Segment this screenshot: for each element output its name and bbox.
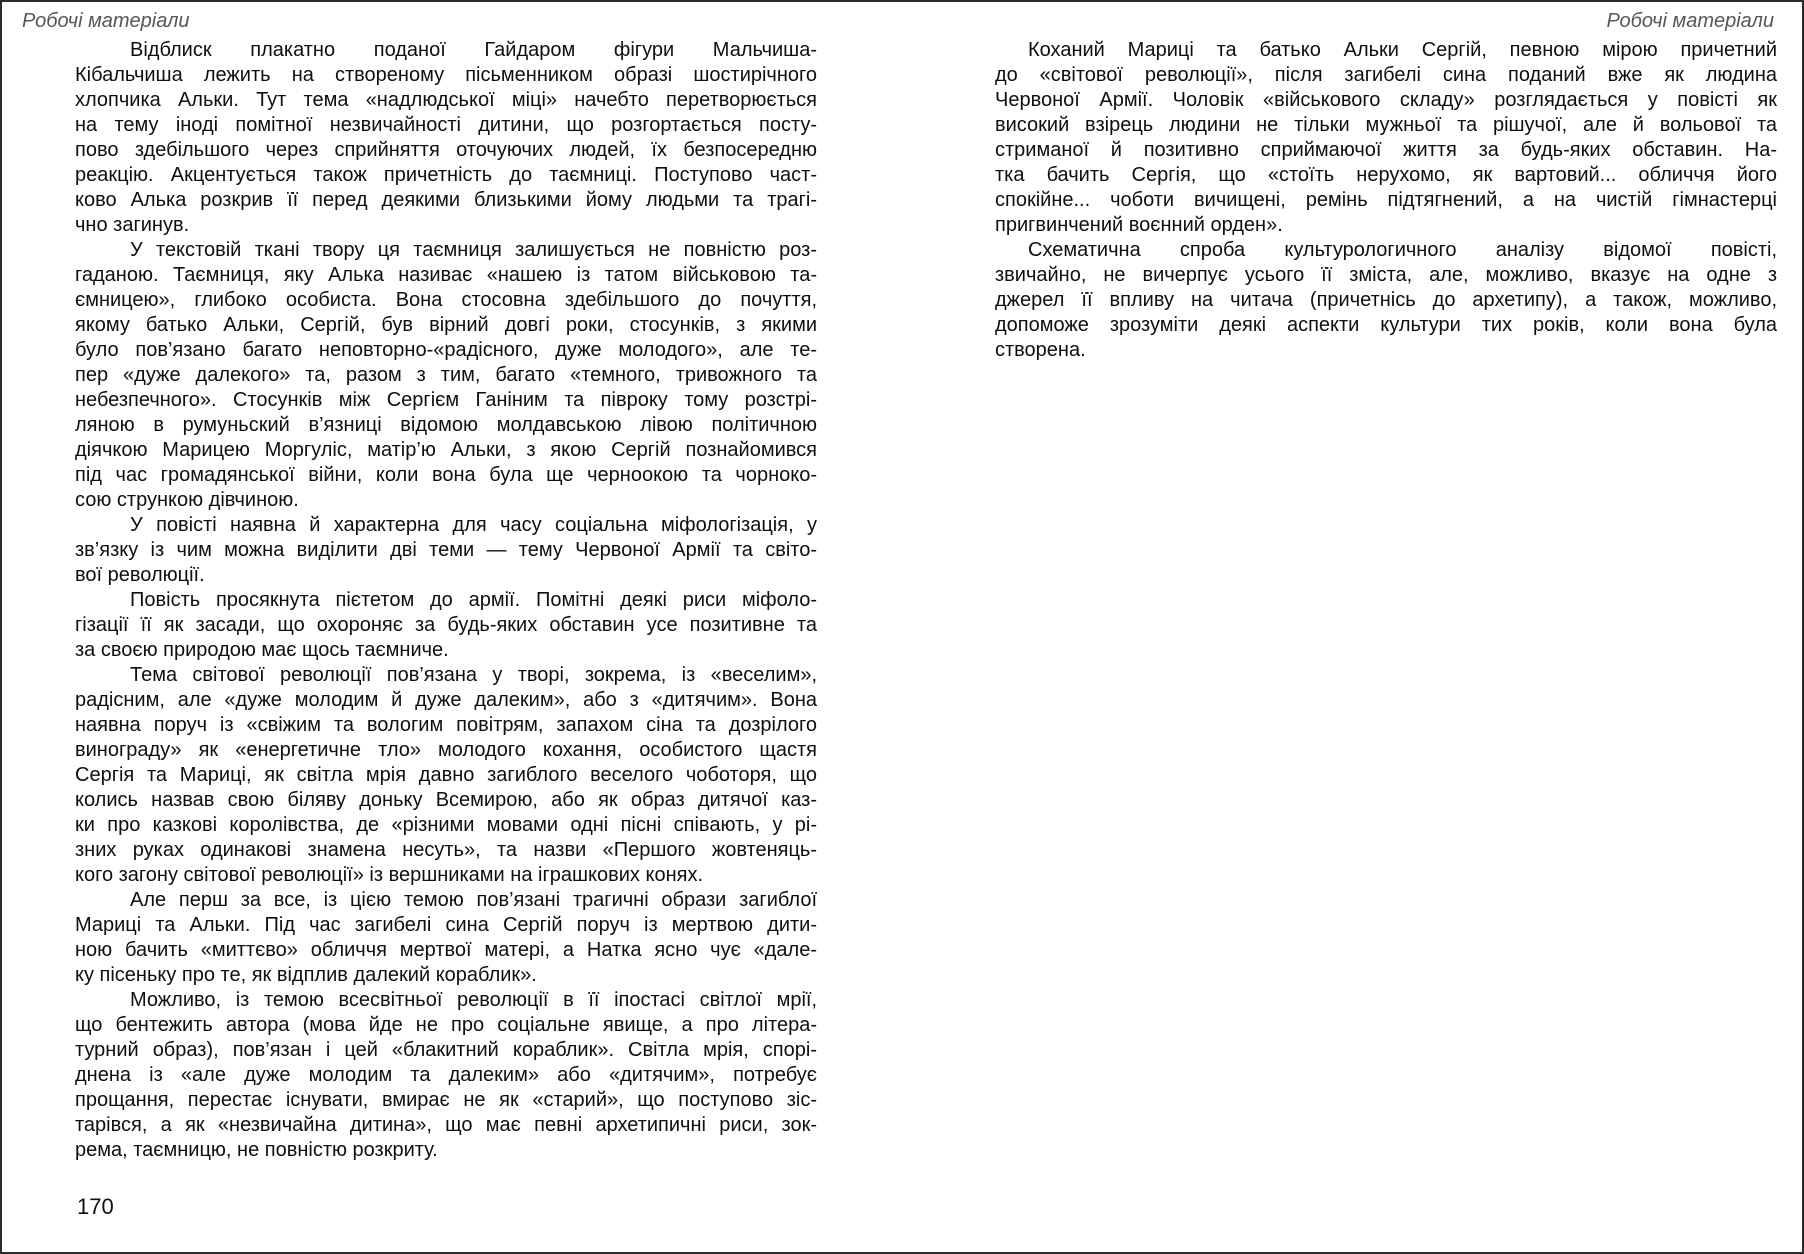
- text-line: Відблиск плакатно поданої Гайдаром фігури Мальчиша-: [130, 39, 817, 61]
- running-header-right: Робочі матеріали: [1606, 10, 1774, 32]
- text-line: Червоної Армії. Чоловік «військового складу» розглядається у повісті як: [995, 89, 1777, 111]
- text-line: Кібальчиша лежить на створеному пісьменником образі шостирічного: [75, 64, 817, 86]
- text-line: ємницею», глибоко особиста. Вона стосовна здебільшого до почуття,: [75, 289, 817, 311]
- text-line: рема, таємницю, не повністю розкриту.: [75, 1139, 438, 1161]
- paragraph: [75, 588, 817, 663]
- text-line: днена із «але дуже молодим та далеким» або «дитячим», потребує: [75, 1064, 817, 1086]
- text-line: стриманої й позитивно сприймаючої життя за будь-яких обставин. На-: [995, 139, 1777, 161]
- page-number: 170: [77, 1194, 114, 1219]
- running-header-left: Робочі матеріали: [22, 10, 190, 32]
- text-line: пово здебільшого через сприйняття оточуючих людей, їх безпосередню: [75, 139, 817, 161]
- text-line: Можливо, із темою всесвітньої революції в її іпостасі світлої мрії,: [130, 989, 817, 1011]
- text-line: зв’язку із чим можна виділити дві теми — тему Червоної Армії та світо-: [75, 539, 817, 561]
- text-line: тарівся, а як «незвичайна дитина», що має певні архетипичні риси, зок-: [75, 1114, 817, 1136]
- paragraph: [75, 38, 817, 238]
- text-line: було пов’язано багато неповторно-«радісного, дуже молодого», але те-: [75, 339, 817, 361]
- text-line: Тема світової революції пов’язана у творі, зокрема, із «веселим»,: [130, 664, 817, 686]
- text-line: гаданою. Таємниця, яку Алька називає «нашею із татом військовою та-: [75, 264, 817, 286]
- paragraph: [995, 238, 1777, 363]
- paragraph: [75, 238, 817, 513]
- paragraph: [75, 988, 817, 1163]
- text-line: сою стрункою дівчиною.: [75, 489, 299, 511]
- text-line: гізації її як засади, що охороняє за будь-яких обставин усе позитивне та: [75, 614, 817, 636]
- text-line: за своєю природою має щось таємниче.: [75, 639, 449, 661]
- text-line: чно загинув.: [75, 214, 190, 236]
- text-line: ною бачить «миттєво» обличчя мертвої матері, а Натка ясно чує «дале-: [75, 939, 817, 961]
- text-line: небезпечного». Стосунків між Сергієм Ганіним та півроку тому розстрі-: [75, 389, 817, 411]
- text-line: турний образ), пов’язан і цей «блакитний кораблик». Світла мрія, спорі-: [75, 1039, 817, 1061]
- text-line: на тему іноді помітної незвичайності дитини, що розгортається посту-: [75, 114, 817, 136]
- paragraph: [75, 888, 817, 988]
- text-line: Повість просякнута пієтетом до армії. Помітні деякі риси міфоло-: [130, 589, 817, 611]
- text-line: пригвинчений воєнний орден».: [995, 214, 1283, 236]
- text-line: У повісті наявна й характерна для часу соціальна міфологізація, у: [130, 514, 817, 536]
- right-page-text-column: [995, 38, 1777, 363]
- text-line: Коханий Мариці та батько Альки Сергій, певною мірою причетний: [1028, 39, 1777, 61]
- text-line: Мариці та Альки. Під час загибелі сина Сергій поруч із мертвою дити-: [75, 914, 817, 936]
- text-line: до «світової революції», після загибелі сина поданий вже як людина: [995, 64, 1777, 86]
- text-line: ки про казкові королівства, де «різними мовами одні пісні співають, у рі-: [75, 814, 817, 836]
- text-line: радісним, але «дуже молодим й дуже далеким», або з «дитячим». Вона: [75, 689, 817, 711]
- text-line: У текстовій ткані твору ця таємниця залишується не повністю роз-: [130, 239, 817, 261]
- text-line: реакцію. Акцентується також причетність до таємниці. Поступово част-: [75, 164, 817, 186]
- text-line: під час громадянської війни, коли вона була ще черноокою та чорноко-: [75, 464, 817, 486]
- text-line: тка бачить Сергія, що «стоїть нерухомо, як вартовий... обличчя його: [995, 164, 1777, 186]
- text-line: створена.: [995, 339, 1086, 361]
- text-line: ляною в румуньский в’язниці відомою молдавською лівою політичною: [75, 414, 817, 436]
- text-line: колись назвав свою біляву доньку Всемирою, або як образ дитячої каз-: [75, 789, 817, 811]
- text-line: спокійне... чоботи вичищені, ремінь підтягнений, а на чистій гімнастерці: [995, 189, 1777, 211]
- text-line: діячкою Марицею Моргуліс, матір’ю Альки, з якою Сергій познайомився: [75, 439, 817, 461]
- text-line: Схематична спроба культурологичного аналізу відомої повісті,: [1028, 239, 1777, 261]
- paragraph: [75, 663, 817, 888]
- text-line: кого загону світової революції» із вершниками на іграшкових конях.: [75, 864, 704, 886]
- text-line: Сергія та Мариці, як світла мрія давно загиблого веселого чоботоря, що: [75, 764, 817, 786]
- paragraph: [75, 513, 817, 588]
- text-line: прощання, перестає існувати, вмирає не як «старий», що поступово зіс-: [75, 1089, 817, 1111]
- text-line: ку пісеньку про те, як відплив далекий кораблик».: [75, 964, 537, 986]
- text-line: зних руках одинакові знамена несуть», та назви «Першого жовтеняць-: [75, 839, 817, 861]
- text-line: джерел її впливу на читача (причетнісь до архетипу), а також, можливо,: [995, 289, 1777, 311]
- text-line: ково Алька розкрив її перед деякими близькими йому людьми та трагі-: [75, 189, 817, 211]
- text-line: допоможе зрозуміти деякі аспекти культури тих років, коли вона була: [995, 314, 1777, 336]
- text-line: пер «дуже далекого» та, разом з тим, багато «темного, тривожного та: [75, 364, 817, 386]
- text-line: Але перш за все, із цією темою пов’язані трагичні образи загиблої: [130, 889, 817, 911]
- left-page-text-column: [75, 38, 817, 1163]
- text-line: що бентежить автора (мова йде не про соціальне явище, а про літера-: [75, 1014, 817, 1036]
- text-line: хлопчика Альки. Тут тема «надлюдської міці» начебто перетворюється: [75, 89, 817, 111]
- text-line: вої революції.: [75, 564, 205, 586]
- text-line: винограду» як «енергетичне тло» молодого кохання, особистого щастя: [75, 739, 817, 761]
- paragraph: [995, 38, 1777, 238]
- text-line: наявна поруч із «свіжим та вологим повітрям, запахом сіна та дозрілого: [75, 714, 817, 736]
- text-line: звичайно, не вичерпує усього її зміста, але, можливо, вказує на одне з: [995, 264, 1777, 286]
- text-line: високий взірець людини не тільки мужньої та рішучої, але й вольової та: [995, 114, 1777, 136]
- text-line: якому батько Альки, Сергій, був вірний довгі роки, стосунків, з якими: [75, 314, 817, 336]
